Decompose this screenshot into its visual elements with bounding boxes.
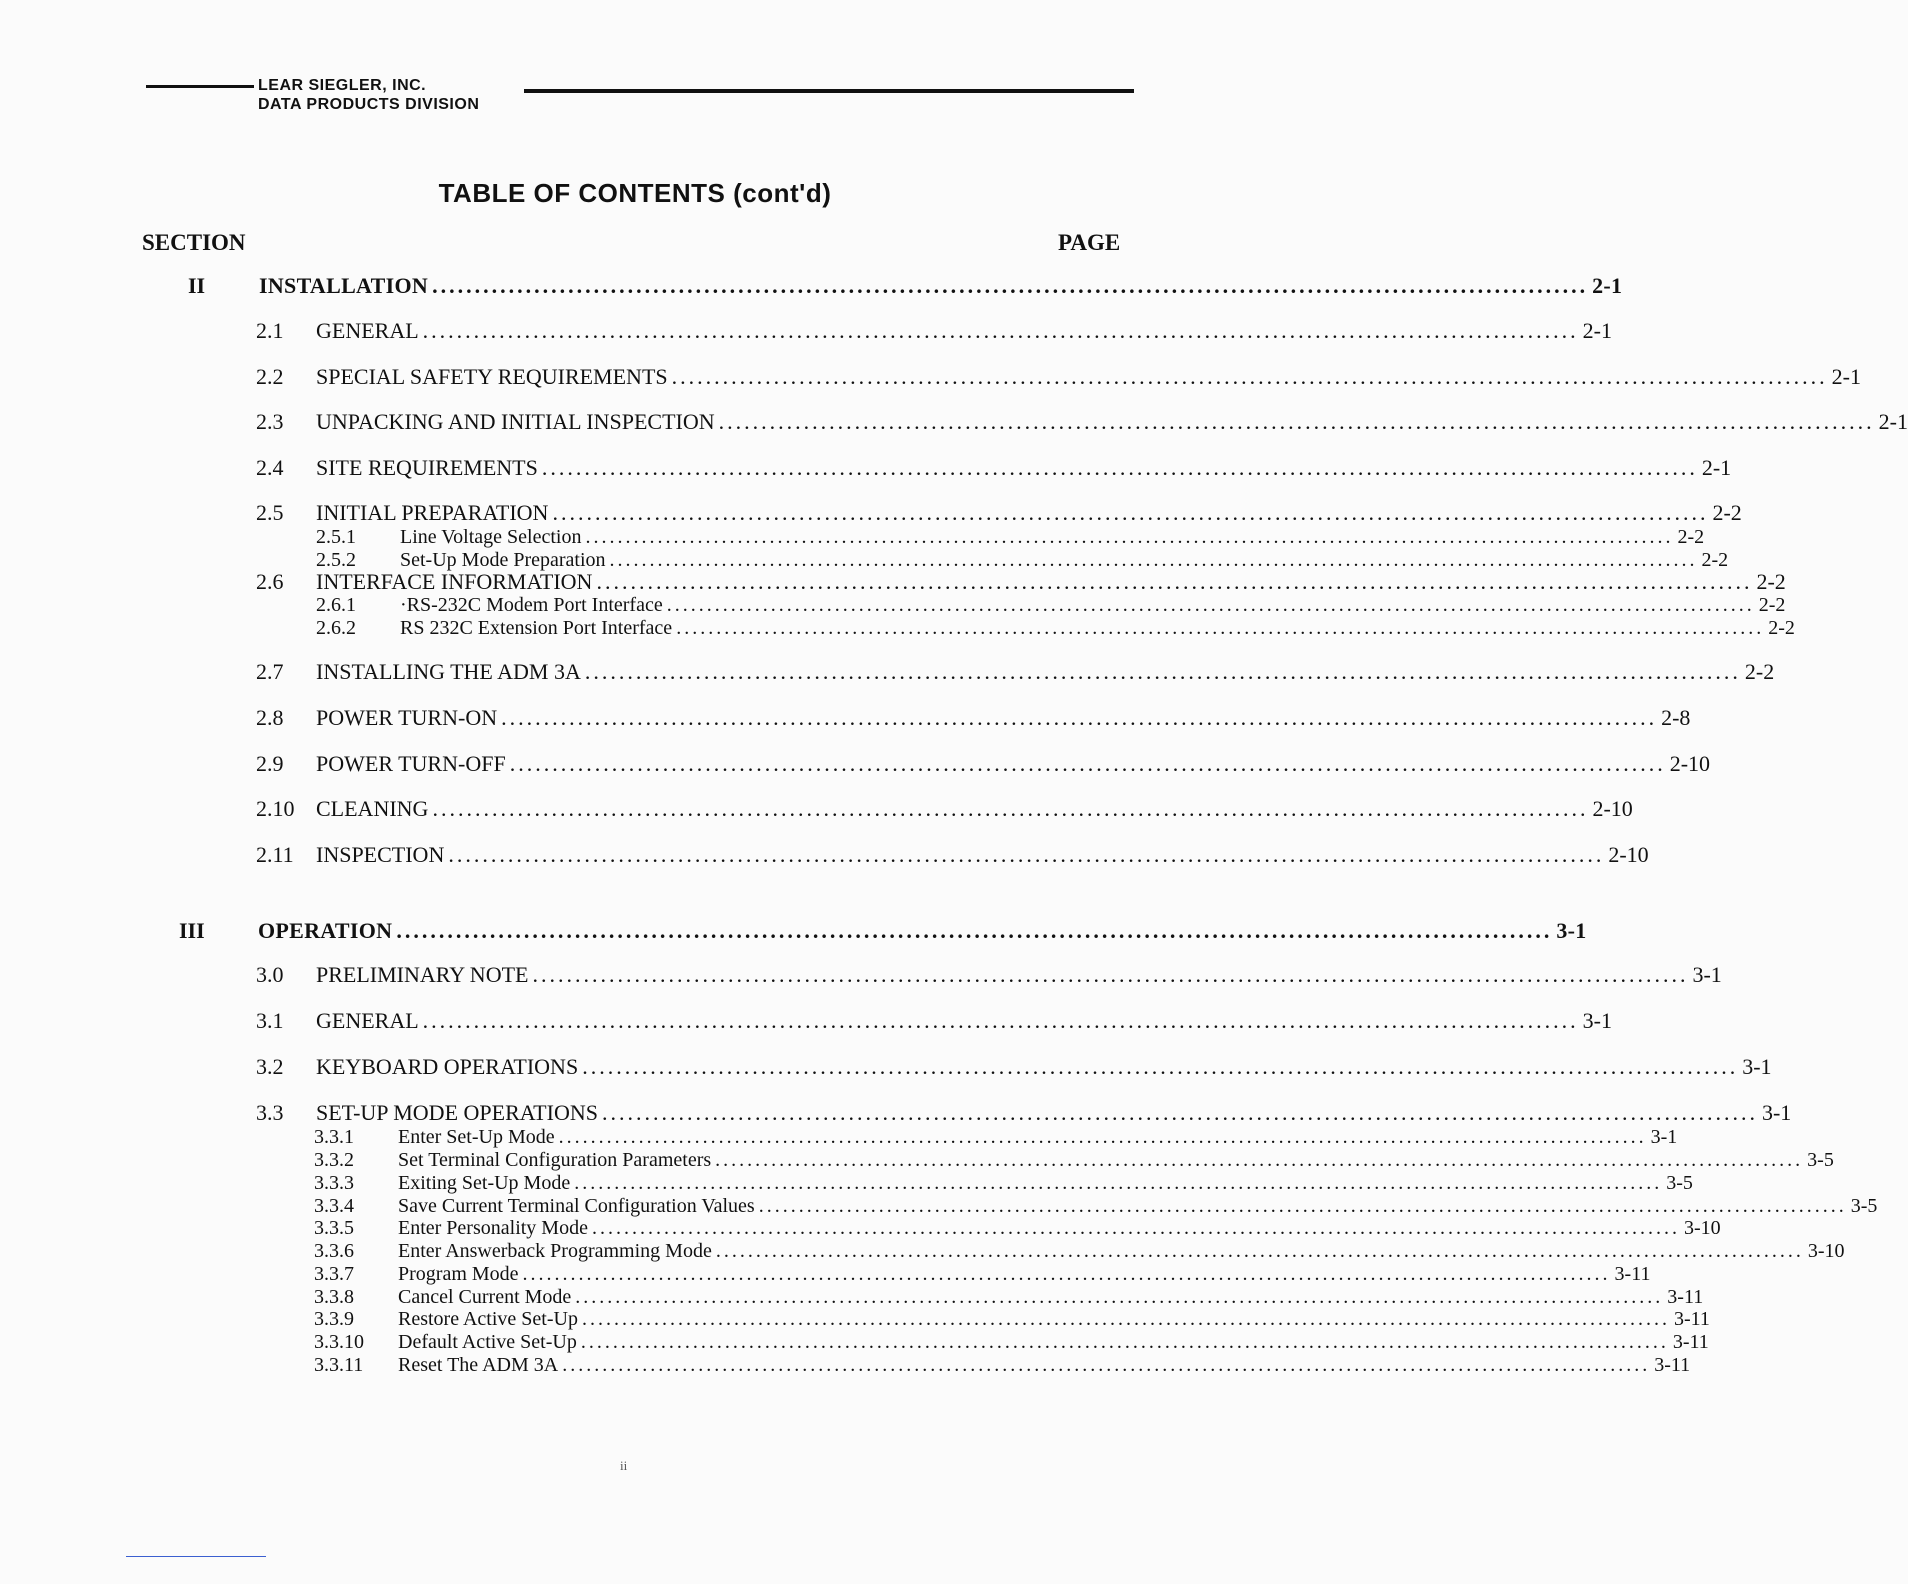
toc-entry-label: INTERFACE INFORMATION xyxy=(316,569,593,594)
toc-entry[interactable] xyxy=(256,1054,1772,1080)
leader-dots: ........................................................................................................................................ xyxy=(541,455,1698,480)
leader-dots: ........................................................................................................................................ xyxy=(715,1149,1804,1171)
leader-dots: ........................................................................................................................................ xyxy=(562,1354,1651,1376)
leader-dots: ........................................................................................................................................ xyxy=(666,594,1755,616)
toc-entry-label: Enter Answerback Programming Mode xyxy=(398,1240,712,1262)
toc-page-number: 2-1 xyxy=(1878,409,1908,434)
toc-entry-number: 2.7 xyxy=(256,659,284,684)
leader-dots: ........................................................................................................................................ xyxy=(574,1172,1663,1194)
leader-dots: ........................................................................................................................................ xyxy=(596,569,1753,594)
toc-entry-number: 3.3.8 xyxy=(314,1286,354,1308)
toc-entry-label: Cancel Current Mode xyxy=(398,1286,572,1308)
toc-page-number: 2-10 xyxy=(1669,751,1711,776)
leader-dots: ........................................................................................................................................ xyxy=(676,617,1765,639)
toc-subentry[interactable] xyxy=(316,526,1705,548)
toc-page-number: 2-2 xyxy=(1712,500,1742,525)
leader-dots: ........................................................................................................................................ xyxy=(671,364,1828,389)
toc-entry-label: Set-Up Mode Preparation xyxy=(400,549,606,571)
toc-entry-number: 2.5.1 xyxy=(316,526,356,548)
toc-page-number: 2-1 xyxy=(1831,364,1861,389)
toc-entry-number: 3.3 xyxy=(256,1100,284,1125)
toc-entry-label: INSPECTION xyxy=(316,842,445,867)
toc-entry[interactable] xyxy=(256,1008,1612,1034)
toc-entry-number: 2.6 xyxy=(256,569,284,594)
toc-entry[interactable] xyxy=(256,962,1722,988)
toc-page-number: 3-1 xyxy=(1650,1126,1678,1148)
toc-entry-label: ·RS-232C Modem Port Interface xyxy=(400,594,663,616)
toc-page-number: 3-10 xyxy=(1683,1217,1721,1239)
toc-entry-label: INITIAL PREPARATION xyxy=(316,500,549,525)
section-column-heading: SECTION xyxy=(142,230,246,255)
toc-entry[interactable] xyxy=(256,318,1612,344)
toc-subentry[interactable] xyxy=(314,1149,1834,1171)
leader-dots: ........................................................................................................................................ xyxy=(575,1286,1664,1308)
toc-subentry[interactable] xyxy=(314,1195,1878,1217)
toc-entry-number: 3.3.10 xyxy=(314,1331,364,1353)
section-numeral: II xyxy=(188,273,206,298)
toc-page-number: 3-1 xyxy=(1582,1008,1612,1033)
toc-entry-number: 2.11 xyxy=(256,842,294,867)
leader-dots: ........................................................................................................................................ xyxy=(718,409,1875,434)
company-header xyxy=(258,76,479,114)
toc-section-title: OPERATION xyxy=(258,918,393,943)
toc-entry-label: UNPACKING AND INITIAL INSPECTION xyxy=(316,409,715,434)
leader-dots: ........................................................................................................................................ xyxy=(432,796,1589,821)
leader-dots: ........................................................................................................................................ xyxy=(609,549,1698,571)
toc-entry-label: Set Terminal Configuration Parameters xyxy=(398,1149,712,1171)
toc-section-title: INSTALLATION xyxy=(259,273,429,298)
toc-entry[interactable] xyxy=(256,409,1908,435)
toc-page-number: 3-1 xyxy=(1761,1100,1792,1125)
company-name: LEAR SIEGLER, INC. xyxy=(258,77,427,94)
toc-subentry[interactable] xyxy=(314,1308,1710,1330)
toc-entry[interactable] xyxy=(256,659,1775,685)
toc-subentry[interactable] xyxy=(314,1354,1691,1376)
leader-dots: ........................................................................................................................................ xyxy=(581,1308,1670,1330)
leader-dots: ........................................................................................................................................ xyxy=(591,1217,1680,1239)
toc-section-row[interactable] xyxy=(258,918,1587,944)
toc-entry-label: Enter Personality Mode xyxy=(398,1217,588,1239)
toc-entry-label: SET-UP MODE OPERATIONS xyxy=(316,1100,598,1125)
toc-entry-label: Save Current Terminal Configuration Values xyxy=(398,1195,755,1217)
toc-page-number: 2-1 xyxy=(1701,455,1732,480)
toc-entry-label: GENERAL xyxy=(316,318,419,343)
toc-entry-number: 3.3.1 xyxy=(314,1126,354,1148)
toc-subentry[interactable] xyxy=(316,549,1729,571)
toc-page-number: 2-10 xyxy=(1608,842,1649,867)
toc-entry-label: INSTALLING THE ADM 3A xyxy=(316,659,581,684)
toc-section-row[interactable] xyxy=(259,273,1623,299)
toc-page-number: 2-1 xyxy=(1592,273,1623,298)
page-title: TABLE OF CONTENTS (cont'd) xyxy=(438,178,832,208)
toc-entry-number: 2.10 xyxy=(256,796,295,821)
company-division: DATA PRODUCTS DIVISION xyxy=(258,96,480,113)
leader-dots: ........................................................................................................................................ xyxy=(422,1008,1579,1033)
toc-page-number: 2-2 xyxy=(1758,594,1786,616)
leader-dots: ........................................................................................................................................ xyxy=(522,1263,1611,1285)
leader-dots: ........................................................................................................................................ xyxy=(585,526,1674,548)
toc-entry-label: Enter Set-Up Mode xyxy=(398,1126,555,1148)
toc-page-number: 3-5 xyxy=(1807,1149,1834,1171)
toc-entry-number: 2.5.2 xyxy=(316,549,356,571)
toc-entry[interactable] xyxy=(256,705,1691,731)
toc-page-number: 3-10 xyxy=(1807,1240,1845,1262)
toc-page-number: 3-11 xyxy=(1654,1354,1691,1376)
toc-entry-number: 3.3.3 xyxy=(314,1172,354,1194)
leader-dots: ........................................................................................................................................ xyxy=(509,751,1666,776)
toc-entry-number: 3.1 xyxy=(256,1008,284,1033)
leader-dots: ........................................................................................................................................ xyxy=(601,1100,1758,1125)
toc-page-number: 2-2 xyxy=(1744,659,1775,684)
toc-entry-number: 2.9 xyxy=(256,751,284,776)
toc-entry[interactable] xyxy=(256,842,1649,868)
toc-subentry[interactable] xyxy=(314,1331,1709,1353)
toc-entry-number: 2.5 xyxy=(256,500,284,525)
toc-entry-number: 2.8 xyxy=(256,705,284,730)
toc-entry-label: RS 232C Extension Port Interface xyxy=(400,617,673,639)
toc-page-number: 3-5 xyxy=(1666,1172,1693,1194)
toc-entry-label: SPECIAL SAFETY REQUIREMENTS xyxy=(316,364,668,389)
toc-entry-label: Default Active Set-Up xyxy=(398,1331,577,1353)
toc-subentry[interactable] xyxy=(314,1172,1693,1194)
toc-subentry[interactable] xyxy=(316,617,1795,639)
toc-entry-label: Exiting Set-Up Mode xyxy=(398,1172,571,1194)
toc-entry-number: 3.3.7 xyxy=(314,1263,354,1285)
toc-page-number: 3-1 xyxy=(1692,962,1722,987)
toc-page-number: 3-11 xyxy=(1667,1286,1704,1308)
toc-entry-number: 3.3.5 xyxy=(314,1217,354,1239)
toc-entry-number: 3.3.6 xyxy=(314,1240,354,1262)
toc-entry-number: 2.6.1 xyxy=(316,594,356,616)
header-rule-left xyxy=(146,85,254,88)
toc-entry-label: GENERAL xyxy=(316,1008,419,1033)
toc-entry-number: 2.6.2 xyxy=(316,617,356,639)
leader-dots: ........................................................................................................................................ xyxy=(558,1126,1647,1148)
footer-rule xyxy=(126,1556,266,1557)
toc-entry[interactable] xyxy=(256,500,1742,526)
toc-page-number: 2-2 xyxy=(1756,569,1786,594)
toc-page-number: 3-11 xyxy=(1672,1331,1709,1353)
leader-dots: ........................................................................................................................................ xyxy=(552,500,1709,525)
leader-dots: ........................................................................................................................................ xyxy=(715,1240,1804,1262)
toc-entry-label: CLEANING xyxy=(316,796,429,821)
toc-entry-number: 3.2 xyxy=(256,1054,284,1079)
toc-entry-number: 2.3 xyxy=(256,409,284,434)
toc-entry-label: Reset The ADM 3A xyxy=(398,1354,559,1376)
leader-dots: ........................................................................................................................................ xyxy=(532,962,1689,987)
toc-page-number: 2-2 xyxy=(1677,526,1705,548)
toc-entry-label: SITE REQUIREMENTS xyxy=(316,455,538,480)
toc-subentry[interactable] xyxy=(314,1286,1704,1308)
toc-entry-number: 2.2 xyxy=(256,364,284,389)
toc-entry-number: 3.0 xyxy=(256,962,284,987)
toc-entry[interactable] xyxy=(256,364,1861,390)
leader-dots: ........................................................................................................................................ xyxy=(501,705,1658,730)
header-rule-right xyxy=(524,89,1134,93)
toc-entry-label: POWER TURN-OFF xyxy=(316,751,506,776)
toc-entry-number: 3.3.9 xyxy=(314,1308,354,1330)
toc-page-number: 3-5 xyxy=(1850,1195,1878,1217)
toc-page-number: 3-11 xyxy=(1673,1308,1710,1330)
toc-subentry[interactable] xyxy=(314,1126,1678,1148)
toc-entry-label: PRELIMINARY NOTE xyxy=(316,962,529,987)
toc-entry[interactable] xyxy=(256,455,1732,481)
toc-page-number: 2-2 xyxy=(1768,617,1795,639)
toc-entry-number: 3.3.2 xyxy=(314,1149,354,1171)
toc-entry-label: Program Mode xyxy=(398,1263,519,1285)
toc-entry-label: POWER TURN-ON xyxy=(316,705,498,730)
toc-subentry[interactable] xyxy=(314,1263,1651,1285)
section-numeral: III xyxy=(179,918,205,943)
leader-dots: ........................................................................................................................................ xyxy=(448,842,1605,867)
toc-entry-label: Restore Active Set-Up xyxy=(398,1308,578,1330)
toc-page-number: 3-11 xyxy=(1614,1263,1651,1285)
toc-entry-number: 2.1 xyxy=(256,318,284,343)
toc-page-number: 3-1 xyxy=(1556,918,1587,943)
toc-entry[interactable] xyxy=(256,569,1786,595)
toc-entry-label: Line Voltage Selection xyxy=(400,526,582,548)
toc-subentry[interactable] xyxy=(314,1240,1845,1262)
leader-dots: ........................................................................................................................................ xyxy=(758,1195,1847,1217)
toc-entry[interactable] xyxy=(256,796,1633,822)
toc-subentry[interactable] xyxy=(316,594,1786,616)
toc-entry-number: 3.3.4 xyxy=(314,1195,354,1217)
toc-entry[interactable] xyxy=(256,1100,1792,1126)
toc-page-number: 2-2 xyxy=(1701,549,1729,571)
toc-page-number: 2-1 xyxy=(1582,318,1612,343)
leader-dots: ........................................................................................................................................ xyxy=(422,318,1579,343)
leader-dots: ........................................................................................................................................ xyxy=(396,918,1553,943)
toc-entry-number: 2.4 xyxy=(256,455,284,480)
toc-entry[interactable] xyxy=(256,751,1711,777)
toc-page-number: 3-1 xyxy=(1742,1054,1772,1079)
toc-page-number: 2-10 xyxy=(1592,796,1633,821)
page-column-heading: PAGE xyxy=(1058,230,1121,255)
toc-subentry[interactable] xyxy=(314,1217,1721,1239)
toc-page-number: 2-8 xyxy=(1661,705,1691,730)
page-footer-mark: ii xyxy=(620,1458,628,1473)
leader-dots: ........................................................................................................................................ xyxy=(584,659,1741,684)
leader-dots: ........................................................................................................................................ xyxy=(432,273,1589,298)
leader-dots: ........................................................................................................................................ xyxy=(582,1054,1739,1079)
toc-entry-label: KEYBOARD OPERATIONS xyxy=(316,1054,579,1079)
toc-entry-number: 3.3.11 xyxy=(314,1354,364,1376)
leader-dots: ........................................................................................................................................ xyxy=(580,1331,1669,1353)
